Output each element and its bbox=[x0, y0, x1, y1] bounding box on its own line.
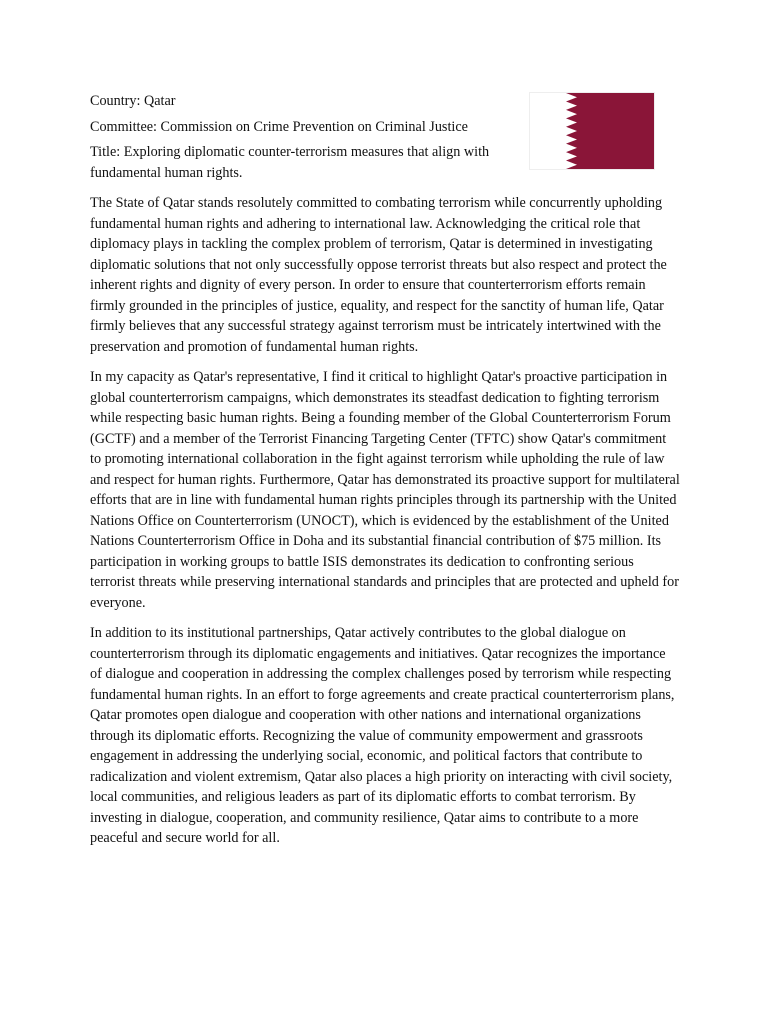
document-body bbox=[90, 91, 680, 859]
paragraph-1: The State of Qatar stands resolutely committed to combating terrorism while concurrently upholding fundamental human rights and adhering to international law. Acknowledging the critical role that diplomacy plays in tackling the complex problem of terrorism, Qatar is determined in investigating diplomatic solutions that not only successfully oppose terrorist threats but also respect and protect the inherent rights and dignity of every person. In order to ensure that counterterrorism efforts remain firmly grounded in the principles of justice, equality, and respect for the sanctity of human life, Qatar firmly believes that any successful strategy against terrorism must be intricately intertwined with the preservation and promotion of fundamental human rights. bbox=[90, 195, 667, 355]
committee-line: Committee: Commission on Crime Prevention on Criminal Justice bbox=[90, 118, 468, 135]
country-line: Country: Qatar bbox=[90, 93, 176, 109]
title-line: Title: Exploring diplomatic counter-terrorism measures that align with fundamental human rights. bbox=[90, 144, 490, 181]
paragraph-2: In my capacity as Qatar's representative, I find it critical to highlight Qatar's proactive participation in global counterterrorism campaigns, which demonstrates its steadfast dedication to fighting terrorism while respecting basic human rights. Being a founding member of the Global Counterterrorism Forum (GCTF) and a member of the Terrorist Financing Targeting Center (TFTC) show Qatar's commitment to promoting international collaboration in the fight against terrorism while upholding the rule of law and respect for human rights. Furthermore, Qatar has demonstrated its proactive support for multilateral efforts that are in line with fundamental human rights principles through its partnership with the United Nations Office on Counterterrorism (UNOCT), which is evidenced by the establishment of the United Nations Counterterrorism Office in Doha and its substantial financial contribution of $75 million. Its participation in working groups to battle ISIS demonstrates its dedication to confronting serious terrorist threats while preserving international standards and principles that are protected and upheld for everyone. bbox=[90, 369, 680, 611]
flag-maroon-field bbox=[566, 93, 654, 169]
paragraph-3: In addition to its institutional partnerships, Qatar actively contributes to the global dialogue on counterterrorism through its diplomatic engagements and initiatives. Qatar recognizes the importance of dialogue and cooperation in addressing the complex challenges posed by terrorism while respecting fundamental human rights. In an effort to forge agreements and create practical counterterrorism plans, Qatar promotes open dialogue and cooperation with other nations and international organizations through its diplomatic efforts. Recognizing the value of community empowerment and grassroots engagement in addressing the underlying social, economic, and political factors that contribute to radicalization and violent extremism, Qatar also places a high priority on interacting with civil society, local communities, and religious leaders as part of its diplomatic efforts to combat terrorism. By investing in dialogue, cooperation, and community resilience, Qatar aims to contribute to a more peaceful and secure world for all. bbox=[90, 625, 675, 846]
qatar-flag-graphic bbox=[530, 93, 654, 169]
qatar-flag-icon bbox=[530, 93, 654, 169]
